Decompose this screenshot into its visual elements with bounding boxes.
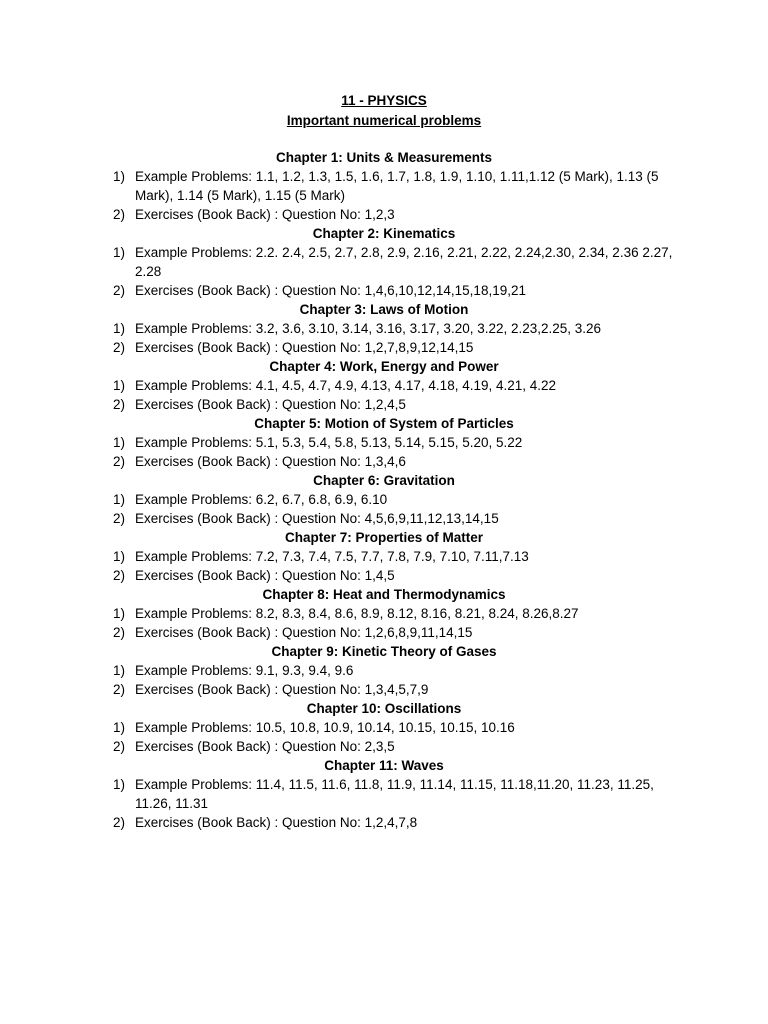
list-item-text: Example Problems: 9.1, 9.3, 9.4, 9.6 [135, 663, 354, 678]
list-item-text: Exercises (Book Back) : Question No: 4,5,6,9,11,12,13,14,15 [135, 511, 499, 526]
chapter-heading: Chapter 8: Heat and Thermodynamics [262, 587, 506, 602]
list-item-text: Exercises (Book Back) : Question No: 2,3,5 [135, 739, 395, 754]
list-item-number: 2) [113, 739, 126, 754]
list-item-number: 2) [113, 340, 126, 355]
chapter-heading: Chapter 2: Kinematics [312, 226, 456, 241]
chapter-heading: Chapter 10: Oscillations [306, 701, 462, 716]
list-item-number: 2) [113, 625, 126, 640]
list-item [0, 167, 768, 205]
list-item-text: Exercises (Book Back) : Question No: 1,2,4,5 [135, 397, 406, 412]
list-item-number: 1) [113, 321, 126, 336]
chapter-section [0, 699, 768, 756]
list-item-number: 2) [113, 511, 126, 526]
list-item-text: Example Problems: 8.2, 8.3, 8.4, 8.6, 8.9, 8.12, 8.16, 8.21, 8.24, 8.26,8.27 [135, 606, 579, 621]
list-item-number: 2) [113, 207, 126, 222]
chapter-heading: Chapter 6: Gravitation [313, 473, 455, 488]
chapter-section [0, 414, 768, 471]
chapter-section [0, 300, 768, 357]
list-item [0, 509, 768, 528]
chapter-heading: Chapter 4: Work, Energy and Power [269, 359, 499, 374]
list-item [0, 604, 768, 623]
list-item-number: 2) [113, 283, 126, 298]
chapter-heading: Chapter 1: Units & Measurements [275, 150, 493, 165]
list-item [0, 680, 768, 699]
list-item-number: 1) [113, 169, 126, 184]
list-item-text: Example Problems: 5.1, 5.3, 5.4, 5.8, 5.13, 5.14, 5.15, 5.20, 5.22 [135, 435, 523, 450]
list-item-text: Exercises (Book Back) : Question No: 1,2,4,7,8 [135, 815, 418, 830]
list-item [0, 490, 768, 509]
list-item-number: 2) [113, 568, 126, 583]
list-item [0, 623, 768, 642]
list-item-number: 1) [113, 720, 126, 735]
chapter-heading: Chapter 11: Waves [324, 758, 444, 773]
list-item [0, 718, 768, 737]
list-item-text: Example Problems: 11.4, 11.5, 11.6, 11.8, 11.9, 11.14, 11.15, 11.18,11.20, 11.23, 11.25, 11.26, 11.31 [135, 777, 654, 811]
list-item-text: Example Problems: 7.2, 7.3, 7.4, 7.5, 7.7, 7.8, 7.9, 7.10, 7.11,7.13 [135, 549, 529, 564]
list-item-text: Exercises (Book Back) : Question No: 1,2,6,8,9,11,14,15 [135, 625, 473, 640]
list-item [0, 338, 768, 357]
list-item-text: Example Problems: 4.1, 4.5, 4.7, 4.9, 4.13, 4.17, 4.18, 4.19, 4.21, 4.22 [135, 378, 557, 393]
chapter-section [0, 224, 768, 300]
list-item [0, 243, 768, 281]
list-item-number: 1) [113, 492, 126, 507]
list-item-number: 2) [113, 815, 126, 830]
list-item [0, 813, 768, 832]
list-item [0, 319, 768, 338]
list-item [0, 376, 768, 395]
list-item-number: 1) [113, 663, 126, 678]
chapter-heading: Chapter 9: Kinetic Theory of Gases [271, 644, 497, 659]
list-item [0, 566, 768, 585]
chapter-heading: Chapter 5: Motion of System of Particles [254, 416, 514, 431]
chapter-section [0, 528, 768, 585]
list-item-text: Exercises (Book Back) : Question No: 1,3,4,6 [135, 454, 406, 469]
list-item-number: 2) [113, 397, 126, 412]
list-item [0, 205, 768, 224]
list-item-number: 2) [113, 454, 126, 469]
chapter-section [0, 471, 768, 528]
chapter-heading: Chapter 3: Laws of Motion [299, 302, 469, 317]
list-item-text: Example Problems: 1.1, 1.2, 1.3, 1.5, 1.6, 1.7, 1.8, 1.9, 1.10, 1.11,1.12 (5 Mark), 1.13 (5 Mark), 1.14 (5 Mark), 1.15 (5 Mark) [135, 169, 659, 203]
list-item-text: Example Problems: 6.2, 6.7, 6.8, 6.9, 6.10 [135, 492, 388, 507]
spacer [0, 130, 768, 148]
list-item-number: 1) [113, 606, 126, 621]
list-item [0, 737, 768, 756]
document-subtitle: Important numerical problems [286, 112, 482, 128]
chapter-section [0, 585, 768, 642]
list-item-number: 1) [113, 549, 126, 564]
list-item [0, 452, 768, 471]
chapter-list [0, 148, 768, 832]
chapter-section [0, 642, 768, 699]
chapter-section [0, 756, 768, 832]
chapter-heading: Chapter 7: Properties of Matter [284, 530, 484, 545]
list-item-number: 1) [113, 777, 126, 792]
list-item-text: Exercises (Book Back) : Question No: 1,3,4,5,7,9 [135, 682, 429, 697]
list-item [0, 281, 768, 300]
list-item-text: Exercises (Book Back) : Question No: 1,2,3 [135, 207, 395, 222]
list-item-number: 2) [113, 682, 126, 697]
list-item-text: Exercises (Book Back) : Question No: 1,2,7,8,9,12,14,15 [135, 340, 474, 355]
list-item [0, 661, 768, 680]
list-item [0, 547, 768, 566]
list-item [0, 433, 768, 452]
chapter-section [0, 148, 768, 224]
list-item-text: Example Problems: 3.2, 3.6, 3.10, 3.14, 3.16, 3.17, 3.20, 3.22, 2.23,2.25, 3.26 [135, 321, 602, 336]
list-item-text: Example Problems: 10.5, 10.8, 10.9, 10.14, 10.15, 10.15, 10.16 [135, 720, 515, 735]
list-item-text: Exercises (Book Back) : Question No: 1,4,6,10,12,14,15,18,19,21 [135, 283, 526, 298]
document-title: 11 - PHYSICS [341, 93, 427, 108]
list-item [0, 775, 768, 813]
list-item-number: 1) [113, 245, 126, 260]
list-item-text: Example Problems: 2.2. 2.4, 2.5, 2.7, 2.8, 2.9, 2.16, 2.21, 2.22, 2.24,2.30, 2.34, 2.36 2.27, 2.28 [135, 245, 673, 279]
list-item [0, 395, 768, 414]
list-item-number: 1) [113, 435, 126, 450]
chapter-section [0, 357, 768, 414]
list-item-number: 1) [113, 378, 126, 393]
list-item-text: Exercises (Book Back) : Question No: 1,4,5 [135, 568, 395, 583]
